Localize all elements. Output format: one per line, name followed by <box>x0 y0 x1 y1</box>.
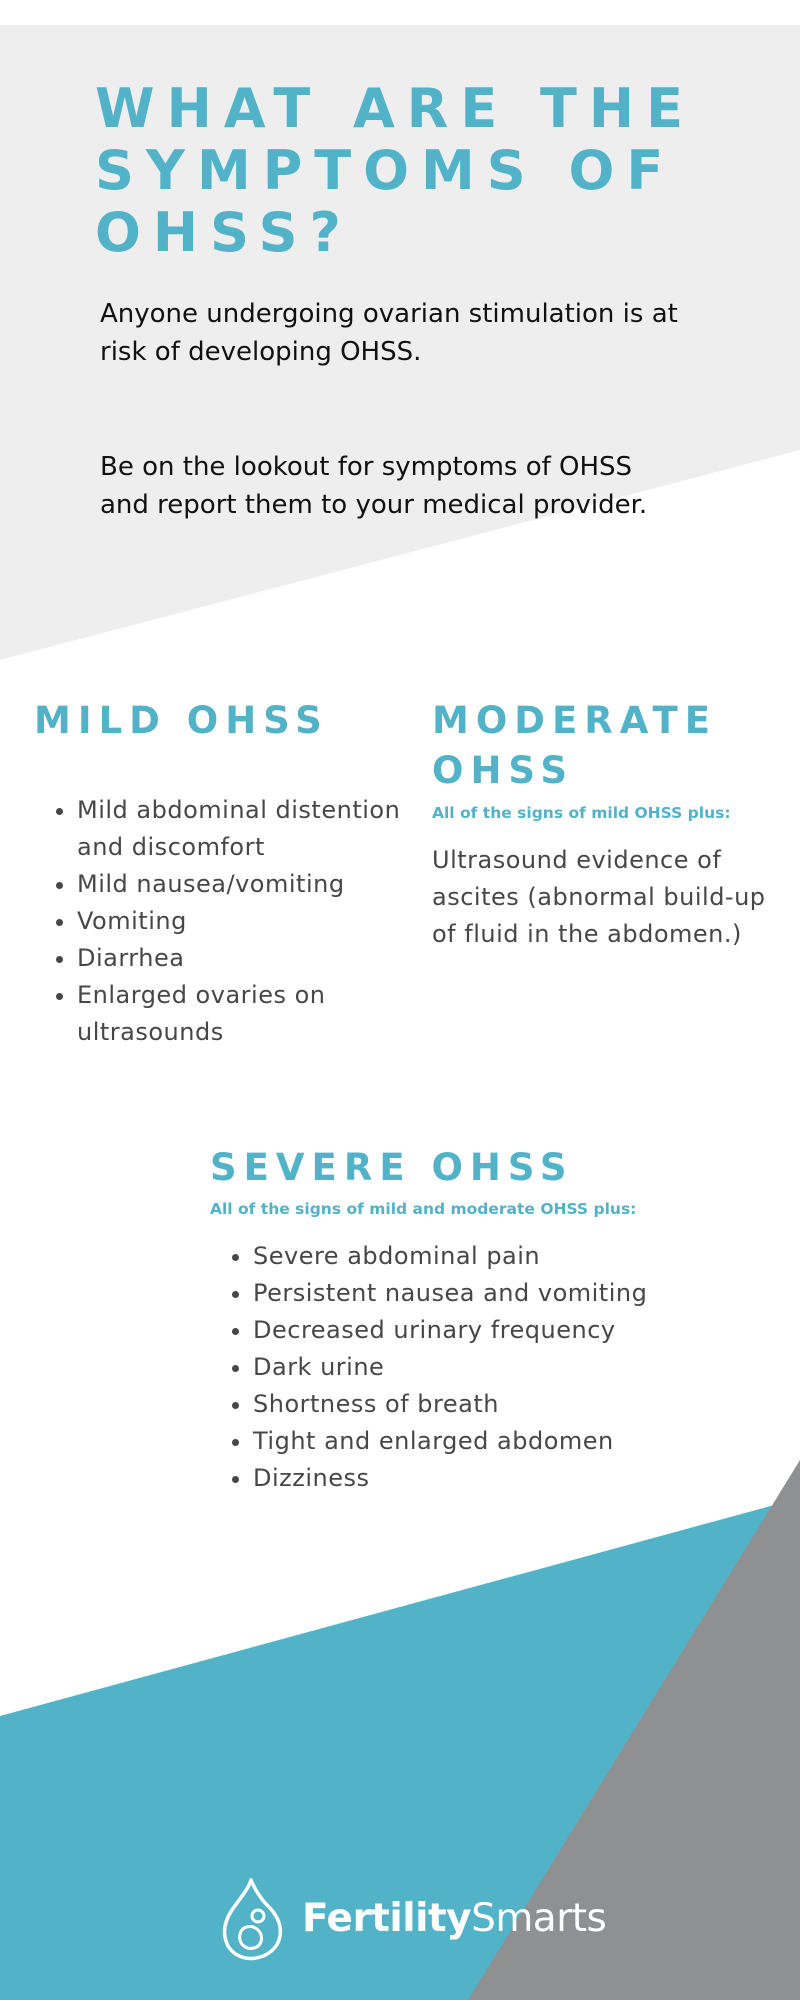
logo-wordmark <box>302 1896 606 1942</box>
moderate-description: Ultrasound evidence of ascites (abnormal build-up of fluid in the abdomen.) <box>432 846 766 948</box>
intro-paragraph-risk: Anyone undergoing ovarian stimulation is at risk of developing OHSS. <box>100 299 678 367</box>
list-item: • Diarrhea <box>77 940 417 977</box>
list-item: • Dizziness <box>253 1460 693 1497</box>
fertilitysmarts-logo <box>218 1876 607 1962</box>
severe-subnote: All of the signs of mild and moderate OHSS plus: <box>210 1200 637 1218</box>
list-item: • Mild nausea/vomiting <box>77 866 417 903</box>
logo-word-fertility: Fertility <box>302 1896 472 1941</box>
mild-ohss-heading: MILD OHSS <box>34 699 329 742</box>
fertility-drop-icon <box>218 1876 284 1962</box>
intro-paragraph-lookout: Be on the lookout for symptoms of OHSS and report them to your medical provider. <box>100 452 648 520</box>
severe-ohss-heading: SEVERE OHSS <box>210 1146 574 1189</box>
list-item: • Severe abdominal pain <box>253 1238 693 1275</box>
mild-symptoms-list <box>33 792 417 1051</box>
moderate-ohss-heading: MODERATE OHSS <box>432 699 718 792</box>
moderate-subnote: All of the signs of mild OHSS plus: <box>432 804 731 822</box>
list-item: • Mild abdominal distention and discomfort <box>77 792 417 866</box>
severe-symptoms-list <box>209 1238 693 1497</box>
logo-word-smarts: Smarts <box>471 1896 607 1941</box>
list-item: • Dark urine <box>253 1349 693 1386</box>
list-item: • Persistent nausea and vomiting <box>253 1275 693 1312</box>
list-item: • Decreased urinary frequency <box>253 1312 693 1349</box>
list-item: • Tight and enlarged abdomen <box>253 1423 693 1460</box>
list-item: • Shortness of breath <box>253 1386 693 1423</box>
list-item: • Enlarged ovaries on ultrasounds <box>77 977 417 1051</box>
page-title: WHAT ARE THE SYMPTOMS OF OHSS? <box>95 77 695 264</box>
list-item: • Vomiting <box>77 903 417 940</box>
